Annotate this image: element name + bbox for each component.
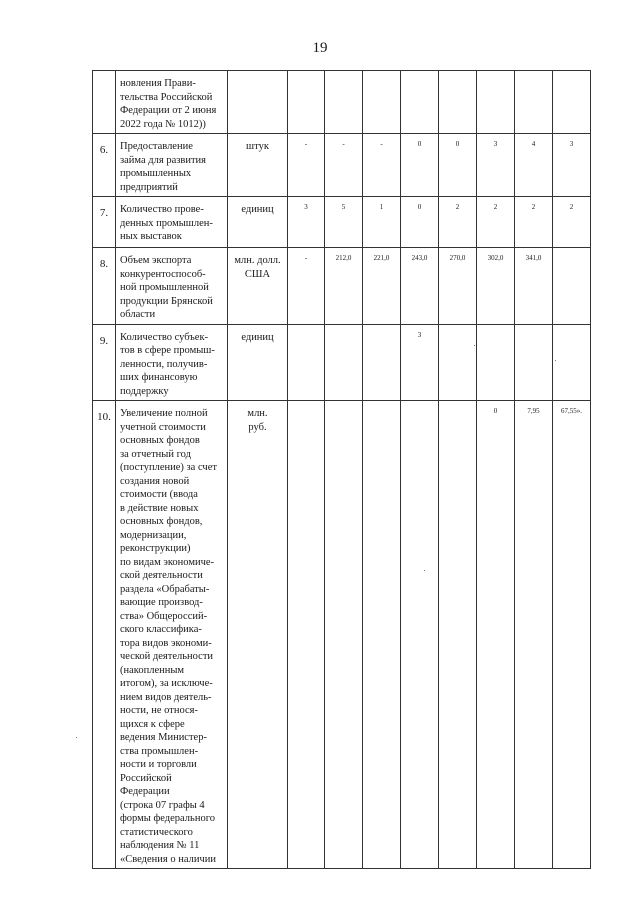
value-cell — [288, 197, 325, 248]
table-row — [93, 248, 591, 325]
value-text: 3 — [304, 203, 308, 211]
scan-speck — [474, 345, 475, 346]
value-cell — [401, 248, 439, 325]
page-number: 19 — [312, 40, 328, 56]
indicator-name: новления Прави- тельства Российской Федерации от 2 июня 2022 года № 1012)) — [116, 71, 228, 134]
value-text: 270,0 — [449, 254, 466, 262]
value-cell — [401, 71, 439, 134]
value-cell — [553, 71, 591, 134]
value-cell — [363, 71, 401, 134]
row-number: 8. — [93, 248, 116, 325]
value-cell — [439, 71, 477, 134]
value-cell — [553, 197, 591, 248]
value-text: 2 — [569, 203, 574, 211]
value-cell — [325, 134, 363, 197]
value-cell — [401, 134, 439, 197]
row-number: 6. — [93, 134, 116, 197]
value-cell — [439, 324, 477, 401]
value-cell — [515, 134, 553, 197]
value-cell — [363, 248, 401, 325]
indicator-name: Количество субъек- тов в сфере промыш- ленности, получив- ших финансовую поддержку — [116, 324, 228, 401]
value-cell — [477, 248, 515, 325]
scan-speck — [424, 570, 425, 571]
value-cell — [515, 248, 553, 325]
value-text: 2 — [493, 203, 498, 211]
value-text: 2 — [531, 203, 536, 211]
value-cell — [477, 71, 515, 134]
value-cell — [477, 134, 515, 197]
indicator-name: Объем экспорта конкурентоспособ- ной промышленной продукции Брянской области — [116, 248, 228, 325]
value-cell — [363, 197, 401, 248]
unit-cell: единиц — [228, 197, 288, 248]
value-cell — [515, 71, 553, 134]
value-text: 212,0 — [335, 254, 352, 262]
value-cell — [401, 401, 439, 869]
value-text: 341,0 — [525, 254, 542, 262]
value-text: 5 — [341, 203, 346, 211]
value-text: 243,0 — [411, 254, 428, 262]
value-cell — [477, 324, 515, 401]
scan-speck — [76, 737, 77, 738]
scan-speck — [555, 360, 556, 361]
value-cell — [553, 134, 591, 197]
value-text: - — [342, 140, 345, 148]
row-number — [93, 71, 116, 134]
value-text: 0 — [417, 140, 422, 148]
value-text: 0 — [493, 407, 498, 415]
value-cell — [439, 401, 477, 869]
indicator-name: Количество прове- денных промышлен- ных выставок — [116, 197, 228, 248]
value-cell — [288, 134, 325, 197]
indicator-name: Предоставление займа для развития промышленных предприятий — [116, 134, 228, 197]
value-cell — [363, 401, 401, 869]
value-cell — [325, 248, 363, 325]
value-cell — [477, 197, 515, 248]
table-row — [93, 134, 591, 197]
value-text: 221,0 — [373, 254, 390, 262]
value-cell — [439, 197, 477, 248]
table-row — [93, 324, 591, 401]
value-cell — [553, 401, 591, 869]
value-cell — [515, 324, 553, 401]
value-cell — [477, 401, 515, 869]
value-cell — [401, 197, 439, 248]
value-text: 2 — [455, 203, 460, 211]
row-number: 9. — [93, 324, 116, 401]
row-number: 10. — [93, 401, 116, 869]
value-cell — [439, 134, 477, 197]
unit-cell: млн. руб. — [228, 401, 288, 869]
value-text: - — [304, 254, 308, 262]
value-cell — [401, 324, 439, 401]
indicator-name: Увеличение полной учетной стоимости основных фондов за отчетный год (поступление) за счет создания новой стоимости (ввода в действие новых основных фондов, модернизации, реконструкции) по видам экономиче- ской деятельности раздела «Обрабаты- вающие производ- ства» Общероссий- ского классифика- тора видов экономи- ческой деятельности (накопленным итогом), за исключе- нием видов деятель- ности, не относя- щихся к сфере ведения Министер- ства промышлен- ности и торговли Российской Федерации (строка 07 графы 4 формы федерального статистического наблюдения № 11 «Сведения о наличии — [116, 401, 228, 869]
value-cell — [325, 197, 363, 248]
value-cell — [288, 401, 325, 869]
value-text: 0 — [417, 203, 422, 211]
value-text: 67,55». — [561, 407, 582, 415]
table-row — [93, 401, 591, 869]
value-text: 3 — [417, 330, 422, 339]
value-cell — [325, 71, 363, 134]
value-text: 7,95 — [527, 407, 540, 415]
value-cell — [325, 401, 363, 869]
value-cell — [439, 248, 477, 325]
value-cell — [288, 324, 325, 401]
value-text: 0 — [455, 140, 460, 148]
value-cell — [363, 324, 401, 401]
value-text: 302,0 — [487, 254, 504, 262]
row-number: 7. — [93, 197, 116, 248]
value-cell — [325, 324, 363, 401]
value-cell — [553, 248, 591, 325]
value-text: 3 — [569, 140, 574, 148]
unit-cell: млн. долл. США — [228, 248, 288, 325]
value-text: - — [304, 140, 308, 148]
value-text: 3 — [493, 140, 498, 148]
value-cell — [515, 401, 553, 869]
value-cell — [288, 248, 325, 325]
indicators-table — [92, 70, 591, 869]
value-cell — [288, 71, 325, 134]
unit-cell: единиц — [228, 324, 288, 401]
value-cell — [553, 324, 591, 401]
unit-cell — [228, 71, 288, 134]
value-cell — [363, 134, 401, 197]
value-text: 1 — [379, 203, 384, 211]
table-row — [93, 197, 591, 248]
value-text: - — [380, 140, 383, 148]
unit-cell: штук — [228, 134, 288, 197]
table-row — [93, 71, 591, 134]
value-cell — [515, 197, 553, 248]
value-text: 4 — [531, 140, 536, 148]
